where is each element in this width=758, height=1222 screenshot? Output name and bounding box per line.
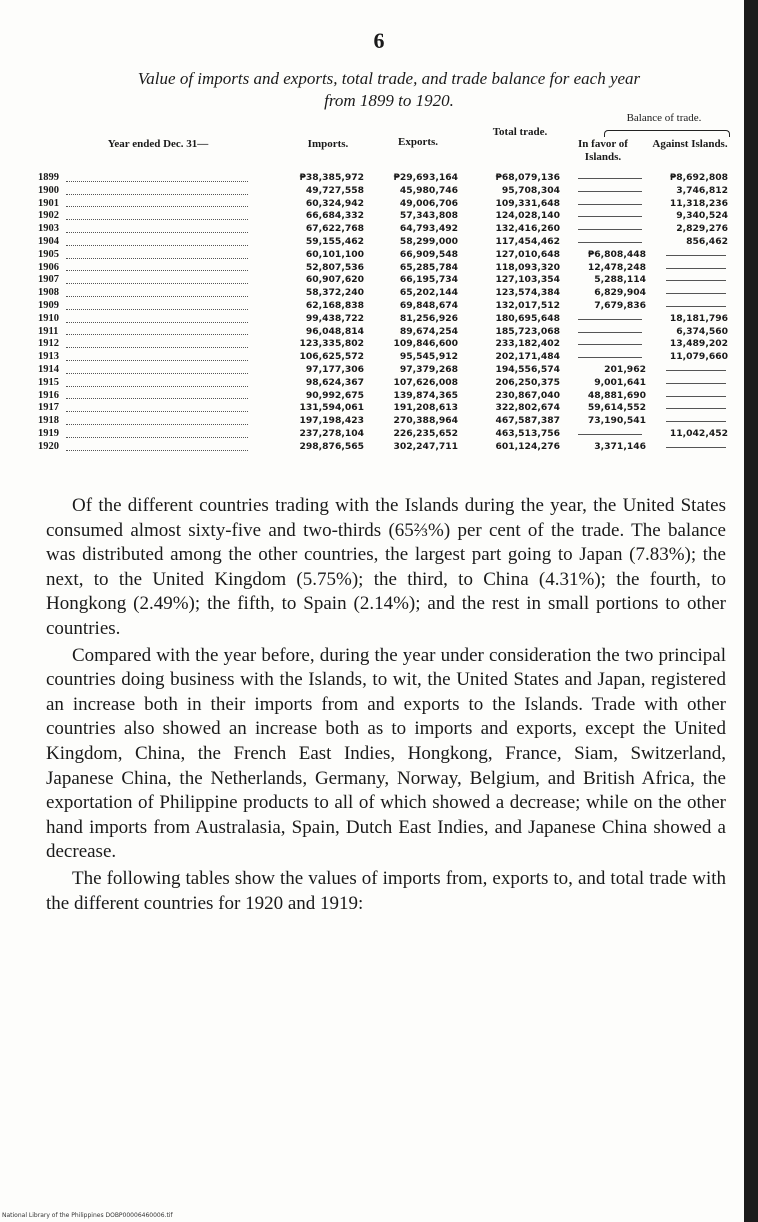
empty-cell-dash: [666, 268, 726, 269]
cell-total: 109,331,648: [495, 197, 560, 209]
cell-against: 3,746,812: [676, 184, 728, 196]
paragraph: Of the different countries trading with the Islands during the year, the United States consumed almost sixty-five and two-thirds (65⅔%) per cent of the trade. The balance was distributed among the other countries, the largest part going to Japan (7.83%); the next, to the United Kingdom (5.75%); the third, to China (4.31%); the fourth, to Hongkong (2.49%); the fifth, to Spain (2.14%); and the rest in small portions to other countries.: [46, 495, 726, 639]
empty-cell-dash: [666, 370, 726, 371]
header-against: Against Islands.: [652, 138, 728, 150]
table-row: [38, 172, 728, 185]
cell-year: 1910: [38, 313, 268, 326]
cell-year: 1911: [38, 326, 268, 339]
cell-total: 467,587,387: [495, 415, 560, 427]
cell-total: 180,695,648: [495, 312, 560, 324]
page-edge: [744, 0, 758, 1222]
empty-cell-dash: [578, 242, 642, 243]
cell-exports: 64,793,492: [399, 223, 458, 235]
cell-exports: 107,626,008: [393, 376, 458, 388]
cell-against: 856,462: [686, 235, 728, 247]
cell-total: 117,454,462: [495, 235, 560, 247]
table-row: [38, 223, 728, 236]
cell-year: 1907: [38, 274, 268, 287]
table-row: [38, 390, 728, 403]
cell-exports: 65,202,144: [399, 287, 458, 299]
cell-exports: 191,208,613: [393, 402, 458, 414]
cell-total: 185,723,068: [495, 325, 560, 337]
cell-year: 1916: [38, 390, 268, 403]
cell-year: 1920: [38, 441, 268, 454]
table-row: [38, 364, 728, 377]
table-row: [38, 236, 728, 249]
cell-imports: 60,101,100: [305, 248, 364, 260]
cell-exports: 109,846,600: [393, 338, 458, 350]
cell-total: 233,182,402: [495, 338, 560, 350]
cell-imports: 98,624,367: [305, 376, 364, 388]
cell-total: 127,010,648: [495, 248, 560, 260]
page-number: 6: [373, 28, 385, 53]
cell-total: 95,708,304: [501, 184, 560, 196]
cell-exports: 139,874,365: [393, 389, 458, 401]
empty-cell-dash: [666, 255, 726, 256]
empty-cell-dash: [666, 293, 726, 294]
cell-year: 1913: [38, 351, 268, 364]
cell-imports: 59,155,462: [305, 235, 364, 247]
cell-against: 6,374,560: [676, 325, 728, 337]
scan-footer: National Library of the Philippines DOBP00006460006.tif: [2, 1212, 173, 1219]
cell-in-favor: 7,679,836: [594, 299, 646, 311]
cell-year: 1918: [38, 415, 268, 428]
header-imports: Imports.: [307, 138, 349, 150]
cell-total: 132,416,260: [495, 223, 560, 235]
cell-against: 11,318,236: [669, 197, 728, 209]
table-row: [38, 198, 728, 211]
table-row: [38, 326, 728, 339]
cell-total: ₱68,079,136: [495, 172, 560, 183]
cell-exports: 270,388,964: [393, 415, 458, 427]
table-row: [38, 338, 728, 351]
cell-year: 1919: [38, 428, 268, 441]
empty-cell-dash: [578, 357, 642, 358]
table-row: [38, 402, 728, 415]
empty-cell-dash: [666, 447, 726, 448]
cell-imports: 90,992,675: [305, 389, 364, 401]
cell-against: 13,489,202: [669, 338, 728, 350]
cell-in-favor: 3,371,146: [594, 440, 646, 452]
cell-exports: 65,285,784: [399, 261, 458, 273]
cell-year: 1904: [38, 236, 268, 249]
cell-imports: 58,372,240: [305, 287, 364, 299]
cell-year: 1909: [38, 300, 268, 313]
cell-imports: 131,594,061: [299, 402, 364, 414]
cell-imports: 106,625,572: [299, 351, 364, 363]
body-text: [46, 494, 726, 916]
empty-cell-dash: [578, 191, 642, 192]
cell-imports: 67,622,768: [305, 223, 364, 235]
table-body: [38, 172, 728, 454]
cell-total: 206,250,375: [495, 376, 560, 388]
cell-year: 1901: [38, 198, 268, 211]
cell-imports: 237,278,104: [299, 427, 364, 439]
cell-imports: 52,807,536: [305, 261, 364, 273]
cell-total: 202,171,484: [495, 351, 560, 363]
cell-year: 1900: [38, 185, 268, 198]
empty-cell-dash: [578, 204, 642, 205]
empty-cell-dash: [666, 408, 726, 409]
cell-year: 1906: [38, 262, 268, 275]
cell-year: 1917: [38, 402, 268, 415]
table-row: [38, 210, 728, 223]
cell-total: 123,574,384: [495, 287, 560, 299]
cell-in-favor: 201,962: [604, 363, 646, 375]
table-row: [38, 287, 728, 300]
cell-exports: 49,006,706: [399, 197, 458, 209]
table-row: [38, 351, 728, 364]
table-row: [38, 249, 728, 262]
cell-imports: 60,907,620: [305, 274, 364, 286]
empty-cell-dash: [666, 383, 726, 384]
balance-of-trade-header: Balance of trade.: [626, 112, 702, 124]
header-year: Year ended Dec. 31—: [107, 138, 209, 150]
cell-exports: 97,379,268: [399, 363, 458, 375]
cell-exports: 57,343,808: [399, 210, 458, 222]
cell-against: 18,181,796: [669, 312, 728, 324]
empty-cell-dash: [578, 332, 642, 333]
cell-imports: 298,876,565: [299, 440, 364, 452]
cell-year: 1905: [38, 249, 268, 262]
cell-imports: ₱38,385,972: [299, 172, 364, 183]
header-exports: Exports.: [397, 136, 439, 148]
cell-year: 1908: [38, 287, 268, 300]
cell-year: 1902: [38, 210, 268, 223]
cell-exports: 66,909,548: [399, 248, 458, 260]
cell-in-favor: 9,001,641: [594, 376, 646, 388]
table-row: [38, 313, 728, 326]
cell-exports: 226,235,652: [393, 427, 458, 439]
cell-year: 1912: [38, 338, 268, 351]
cell-exports: 58,299,000: [399, 235, 458, 247]
cell-total: 118,093,320: [495, 261, 560, 273]
cell-imports: 49,727,558: [305, 184, 364, 196]
empty-cell-dash: [666, 306, 726, 307]
cell-exports: ₱29,693,164: [393, 172, 458, 183]
cell-imports: 60,324,942: [305, 197, 364, 209]
cell-imports: 123,335,802: [299, 338, 364, 350]
cell-total: 230,867,040: [495, 389, 560, 401]
cell-total: 127,103,354: [495, 274, 560, 286]
cell-imports: 99,438,722: [305, 312, 364, 324]
cell-exports: 81,256,926: [399, 312, 458, 324]
empty-cell-dash: [666, 396, 726, 397]
cell-total: 194,556,574: [495, 363, 560, 375]
cell-in-favor: 5,288,114: [594, 274, 646, 286]
cell-against: 11,079,660: [669, 351, 728, 363]
cell-imports: 97,177,306: [305, 363, 364, 375]
cell-against: 2,829,276: [676, 223, 728, 235]
cell-imports: 197,198,423: [299, 415, 364, 427]
cell-exports: 89,674,254: [399, 325, 458, 337]
table-row: [38, 415, 728, 428]
empty-cell-dash: [578, 216, 642, 217]
balance-brace: [604, 130, 730, 137]
cell-total: 132,017,512: [495, 299, 560, 311]
cell-exports: 45,980,746: [399, 184, 458, 196]
table-row: [38, 377, 728, 390]
cell-year: 1915: [38, 377, 268, 390]
caption-line-2: from 1899 to 1920.: [324, 91, 454, 110]
cell-exports: 95,545,912: [399, 351, 458, 363]
cell-exports: 66,195,734: [399, 274, 458, 286]
cell-in-favor: 73,190,541: [587, 415, 646, 427]
cell-total: 601,124,276: [495, 440, 560, 452]
cell-in-favor: 12,478,248: [587, 261, 646, 273]
paragraph: The following tables show the values of imports from, exports to, and total trade with the different countries for 1920 and 1919:: [46, 867, 726, 914]
cell-in-favor: 48,881,690: [587, 389, 646, 401]
table-row: [38, 262, 728, 275]
caption-line-1: Value of imports and exports, total trade, and trade balance for each year: [137, 69, 641, 88]
cell-imports: 62,168,838: [305, 299, 364, 311]
cell-in-favor: ₱6,808,448: [587, 248, 646, 260]
cell-imports: 96,048,814: [305, 325, 364, 337]
empty-cell-dash: [578, 319, 642, 320]
cell-total: 463,513,756: [495, 427, 560, 439]
cell-against: ₱8,692,808: [669, 172, 728, 183]
cell-total: 322,802,674: [495, 402, 560, 414]
cell-year: 1903: [38, 223, 268, 236]
cell-in-favor: 6,829,904: [594, 287, 646, 299]
empty-cell-dash: [578, 344, 642, 345]
cell-exports: 302,247,711: [393, 440, 458, 452]
empty-cell-dash: [666, 280, 726, 281]
table-row: [38, 441, 728, 454]
empty-cell-dash: [578, 178, 642, 179]
table-row: [38, 300, 728, 313]
empty-cell-dash: [666, 421, 726, 422]
header-in-favor: In favor of Islands.: [578, 138, 628, 163]
cell-against: 11,042,452: [669, 427, 728, 439]
cell-in-favor: 59,614,552: [587, 402, 646, 414]
cell-year: 1899: [38, 172, 268, 185]
empty-cell-dash: [578, 434, 642, 435]
table-row: [38, 185, 728, 198]
paragraph: Compared with the year before, during the year under consideration the two principal countries doing business with the Islands, to wit, the United States and Japan, registered an increase both in their imports from and exports to the Islands. Trade with other countries also showed an increase both as to imports and exports, except the United Kingdom, China, the French East Indies, Hongkong, France, Siam, Switzerland, Japanese China, the Netherlands, Germany, Norway, Belgium, and British Africa, the exportation of Philippine products to all of which showed a decrease; while on the other hand imports from Australasia, Spain, Dutch East Indies, and Japanese China showed a decrease.: [46, 644, 726, 863]
cell-exports: 69,848,674: [399, 299, 458, 311]
empty-cell-dash: [578, 229, 642, 230]
table-caption: [44, 68, 734, 112]
cell-imports: 66,684,332: [305, 210, 364, 222]
header-total: Total trade.: [492, 126, 548, 138]
cell-year: 1914: [38, 364, 268, 377]
cell-total: 124,028,140: [495, 210, 560, 222]
table-row: [38, 274, 728, 287]
table-row: [38, 428, 728, 441]
cell-against: 9,340,524: [676, 210, 728, 222]
